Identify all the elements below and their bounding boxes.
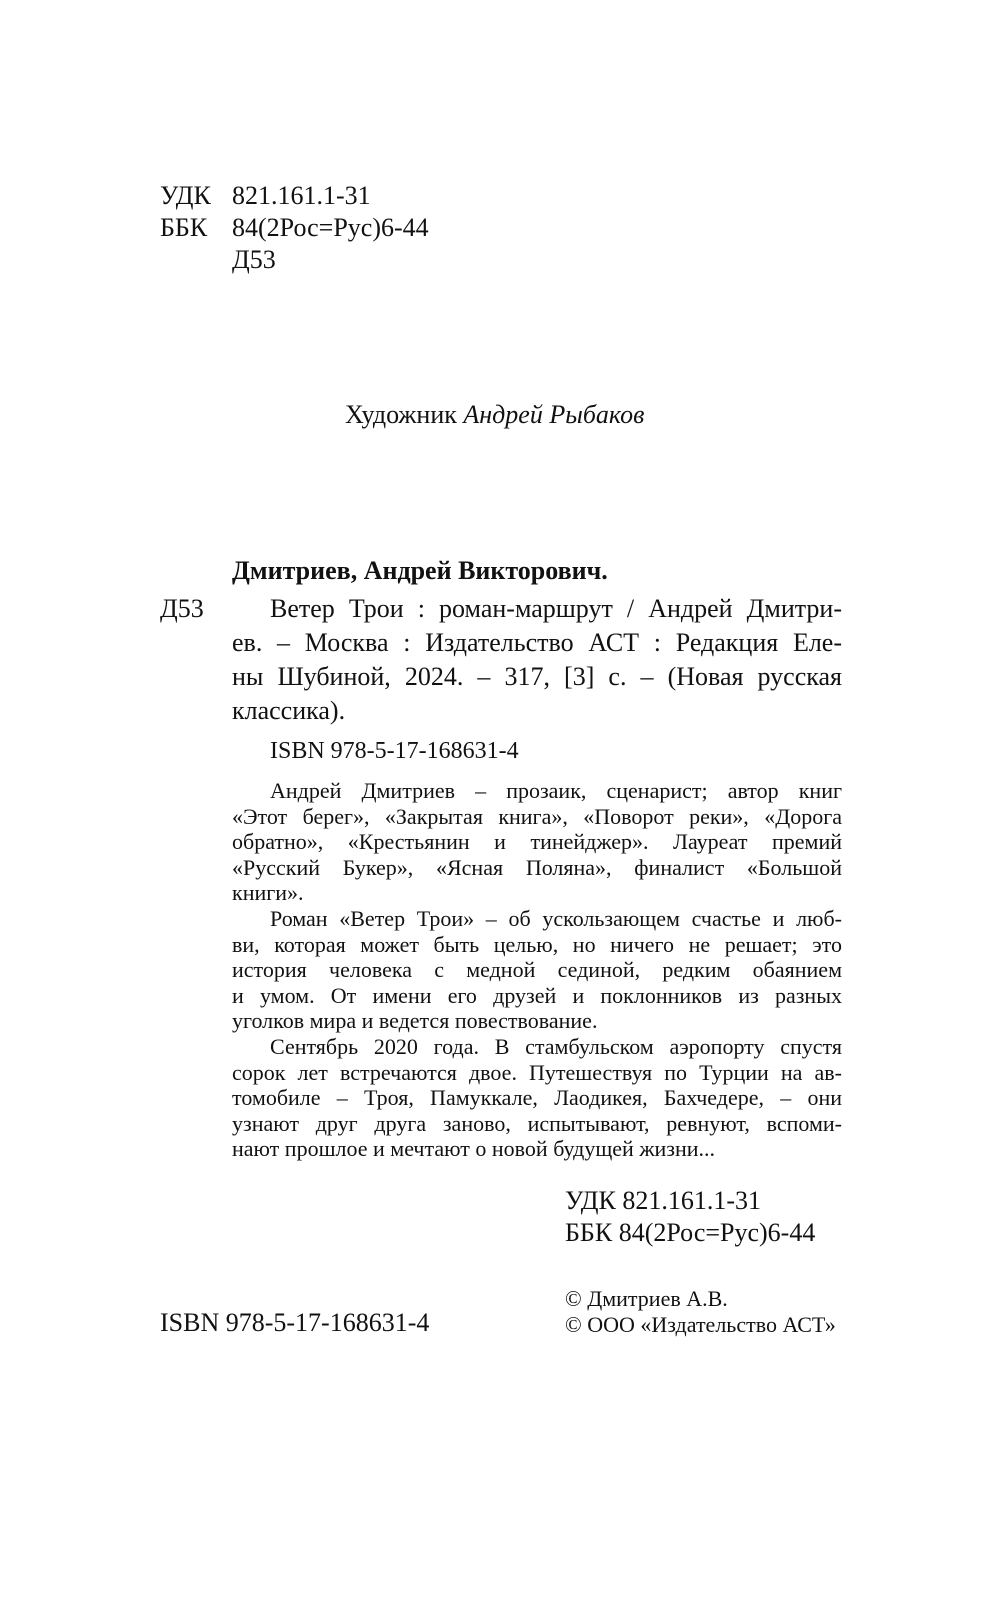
- annotation-line: книги».: [232, 880, 304, 906]
- record-line-4: классика).: [232, 696, 346, 725]
- annotation-line: узнают друг друга заново, испытывают, ревнуют, вспоми-: [232, 1110, 842, 1136]
- author-mark-row: [160, 244, 276, 276]
- udk-bottom: УДК 821.161.1-31: [565, 1186, 762, 1215]
- annotation-line: обратно», «Крестьянин и тинейджер». Лауреат премий: [232, 829, 842, 855]
- bbk-value: 84(2Рос=Рус)6-44: [232, 213, 429, 242]
- annotation-line: «Русский Букер», «Ясная Поляна», финалист «Большой: [232, 854, 842, 880]
- udk-row: [160, 180, 371, 212]
- bbk-row: [160, 212, 429, 244]
- artist-label: Художник: [345, 400, 457, 429]
- annotation-line: Андрей Дмитриев – прозаик, сценарист; автор книг: [270, 778, 842, 803]
- annotation-line: ви, которая может быть целью, но ничего не решает; это: [232, 931, 842, 957]
- annotation-line: томобиле – Троя, Памуккале, Лаодикея, Бахчедере, – они: [232, 1085, 842, 1111]
- annotation-line: Роман «Ветер Трои» – об ускользающем счастье и люб-: [270, 905, 842, 931]
- isbn-record: ISBN 978-5-17-168631-4: [270, 738, 519, 764]
- annotation-line: нают прошлое и мечтают о новой будущей жизни...: [232, 1136, 716, 1162]
- author-heading: Дмитриев, Андрей Викторович.: [232, 556, 608, 585]
- record-line-1: Ветер Трои : роман-маршрут / Андрей Дмитри-: [270, 594, 842, 623]
- record-line-3: ны Шубиной, 2024. – 317, [3] с. – (Новая русская: [232, 662, 842, 691]
- bbk-bottom: ББК 84(2Рос=Рус)6-44: [565, 1218, 816, 1247]
- udk-value: 821.161.1-31: [232, 181, 371, 210]
- artist-credit: [345, 400, 644, 430]
- isbn-bottom: ISBN 978-5-17-168631-4: [160, 1308, 430, 1337]
- annotation-line: Сентябрь 2020 года. В стамбульском аэропорту спустя: [270, 1033, 842, 1059]
- bbk-label: ББК: [160, 213, 208, 242]
- annotation-line: история человека с медной сединой, редким обаянием: [232, 957, 842, 983]
- annotation-line: «Этот берег», «Закрытая книга», «Поворот реки», «Дорога: [232, 803, 842, 829]
- annotation-line: уголков мира и ведется повествование.: [232, 1008, 598, 1034]
- copyright-publisher: © ООО «Издательство АСТ»: [565, 1312, 836, 1337]
- udk-label: УДК: [160, 181, 211, 210]
- annotation-line: сорок лет встречаются двое. Путешествуя по Турции на ав-: [232, 1059, 842, 1085]
- annotation: [232, 778, 842, 1162]
- record-line-2: ев. – Москва : Издательство АСТ : Редакция Еле-: [232, 628, 842, 657]
- copyright-author: © Дмитриев А.В.: [565, 1286, 728, 1311]
- artist-name: Андрей Рыбаков: [463, 400, 645, 429]
- author-mark-top: Д53: [232, 245, 276, 274]
- annotation-line: и умом. От имени его друзей и поклонников из разных: [232, 982, 842, 1008]
- author-mark-side: Д53: [160, 594, 204, 623]
